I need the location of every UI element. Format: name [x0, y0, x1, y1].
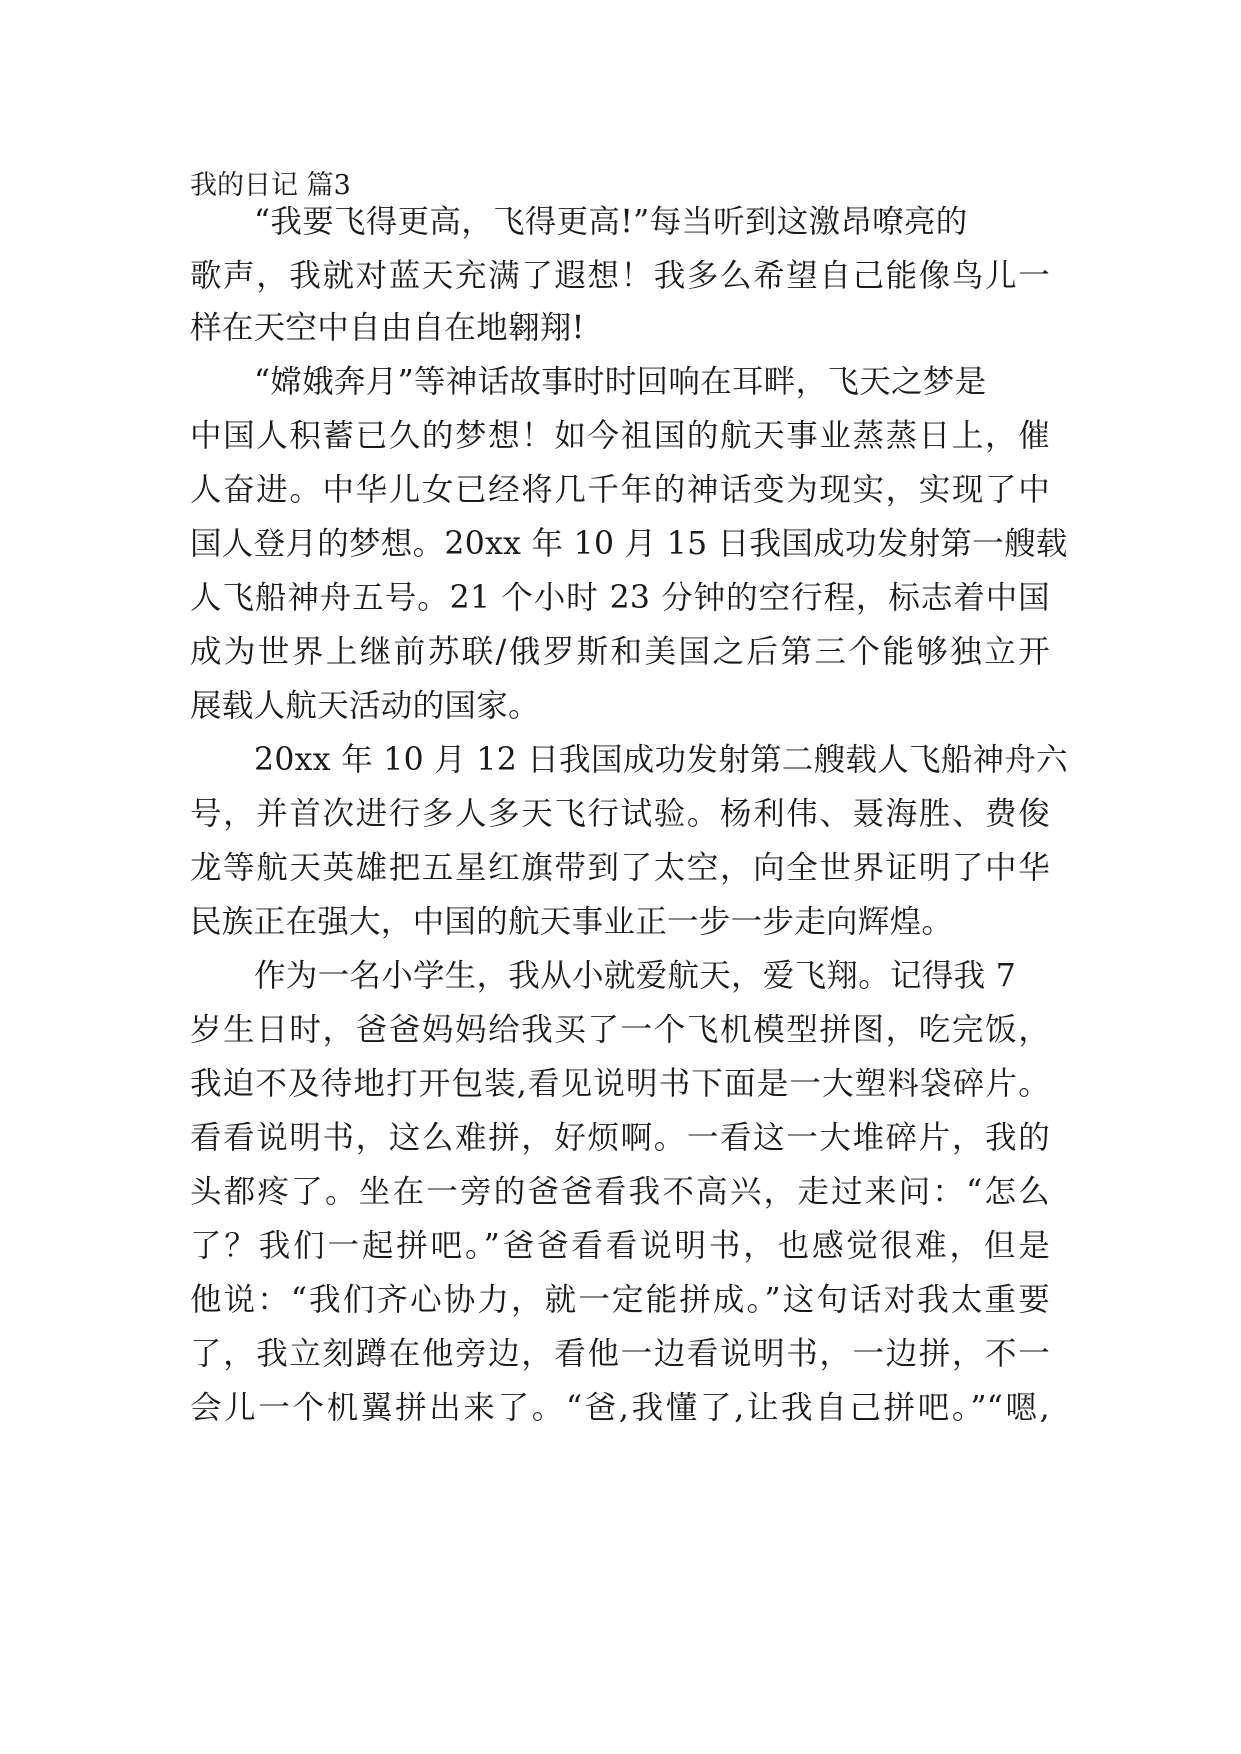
text-line: 成为世界上继前苏联/俄罗斯和美国之后第三个能够独立开 [190, 634, 1050, 670]
text-line: 龙等航天英雄把五星红旗带到了太空，向全世界证明了中华 [190, 850, 1050, 886]
text-line: “嫦娥奔月”等神话故事时时回响在耳畔，飞天之梦是 [254, 364, 987, 400]
text-line: 看看说明书，这么难拼，好烦啊。一看这一大堆碎片，我的 [190, 1120, 1050, 1156]
text-line: 人奋进。中华儿女已经将几千年的神话变为现实，实现了中 [190, 472, 1050, 508]
text-line: 国人登月的梦想。20xx 年 10 月 15 日我国成功发射第一艘载 [190, 526, 1068, 562]
text-line: 样在天空中自由自在地翱翔! [190, 310, 585, 346]
text-line: 了？我们一起拼吧。”爸爸看看说明书，也感觉很难，但是 [190, 1228, 1050, 1264]
text-line: 了，我立刻蹲在他旁边，看他一边看说明书，一边拼，不一 [190, 1336, 1050, 1372]
text-line: 岁生日时，爸爸妈妈给我买了一个飞机模型拼图，吃完饭， [190, 1012, 1050, 1048]
text-line: 会儿一个机翼拼出来了。“爸,我懂了,让我自己拼吧。”“嗯, [190, 1390, 1050, 1426]
text-line: 人飞船神舟五号。21 个小时 23 分钟的空行程，标志着中国 [190, 580, 1050, 616]
text-line: “我要飞得更高，飞得更高!”每当听到这激昂嘹亮的 [254, 204, 968, 240]
document-title: 我的日记 篇3 [190, 170, 351, 201]
text-line: 号，并首次进行多人多天飞行试验。杨利伟、聂海胜、费俊 [190, 796, 1050, 832]
text-line: 民族正在强大，中国的航天事业正一步一步走向辉煌。 [190, 904, 954, 940]
text-line: 头都疼了。坐在一旁的爸爸看我不高兴，走过来问：“怎么 [190, 1174, 1050, 1210]
text-line: 他说：“我们齐心协力，就一定能拼成。”这句话对我太重要 [190, 1282, 1050, 1318]
text-line: 展载人航天活动的国家。 [190, 688, 540, 724]
text-line: 我迫不及待地打开包装,看见说明书下面是一大塑料袋碎片。 [190, 1066, 1050, 1102]
text-line: 歌声，我就对蓝天充满了遐想！我多么希望自己能像鸟儿一 [190, 258, 1050, 294]
text-line: 中国人积蓄已久的梦想！如今祖国的航天事业蒸蒸日上，催 [190, 418, 1050, 454]
text-line: 20xx 年 10 月 12 日我国成功发射第二艘载人飞船神舟六 [254, 742, 1068, 778]
text-line: 作为一名小学生，我从小就爱航天，爱飞翔。记得我 7 [254, 958, 1017, 994]
